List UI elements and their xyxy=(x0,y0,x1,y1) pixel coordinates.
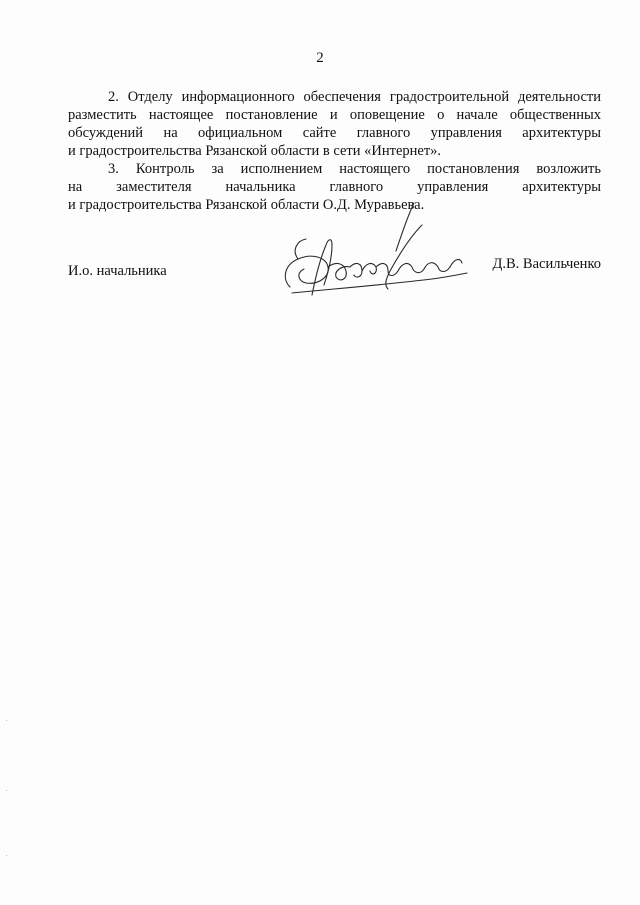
scan-edge-artifact xyxy=(636,600,638,900)
paragraph-3-line-3: и градостроительства Рязанской области О.Д. Муравьева. xyxy=(68,197,425,213)
page-number: 2 xyxy=(316,50,324,66)
paragraph-2-line-3: обсуждений на официальном сайте главного управления архитектуры xyxy=(68,125,601,141)
paragraph-2-line-2: разместить настоящее постановление и оповещение о начале общественных xyxy=(68,107,601,123)
paragraph-2 xyxy=(68,88,601,160)
scan-dot xyxy=(6,855,7,856)
signature-row xyxy=(68,256,601,293)
paragraph-3-line-1: 3. Контроль за исполнением настоящего постановления возложить xyxy=(108,161,601,177)
paragraph-2-line-1: 2. Отделу информационного обеспечения градостроительной деятельности xyxy=(108,89,601,105)
paragraph-3-line-2: на заместителя начальника главного управления архитектуры xyxy=(68,179,601,195)
scan-dot xyxy=(6,790,7,791)
signer-title: И.о. начальника xyxy=(68,263,167,279)
signer-name: Д.В. Васильченко xyxy=(492,256,601,272)
paragraph-2-line-4: и градостроительства Рязанской области в сети «Интернет». xyxy=(68,143,442,159)
scan-dot xyxy=(6,720,7,721)
